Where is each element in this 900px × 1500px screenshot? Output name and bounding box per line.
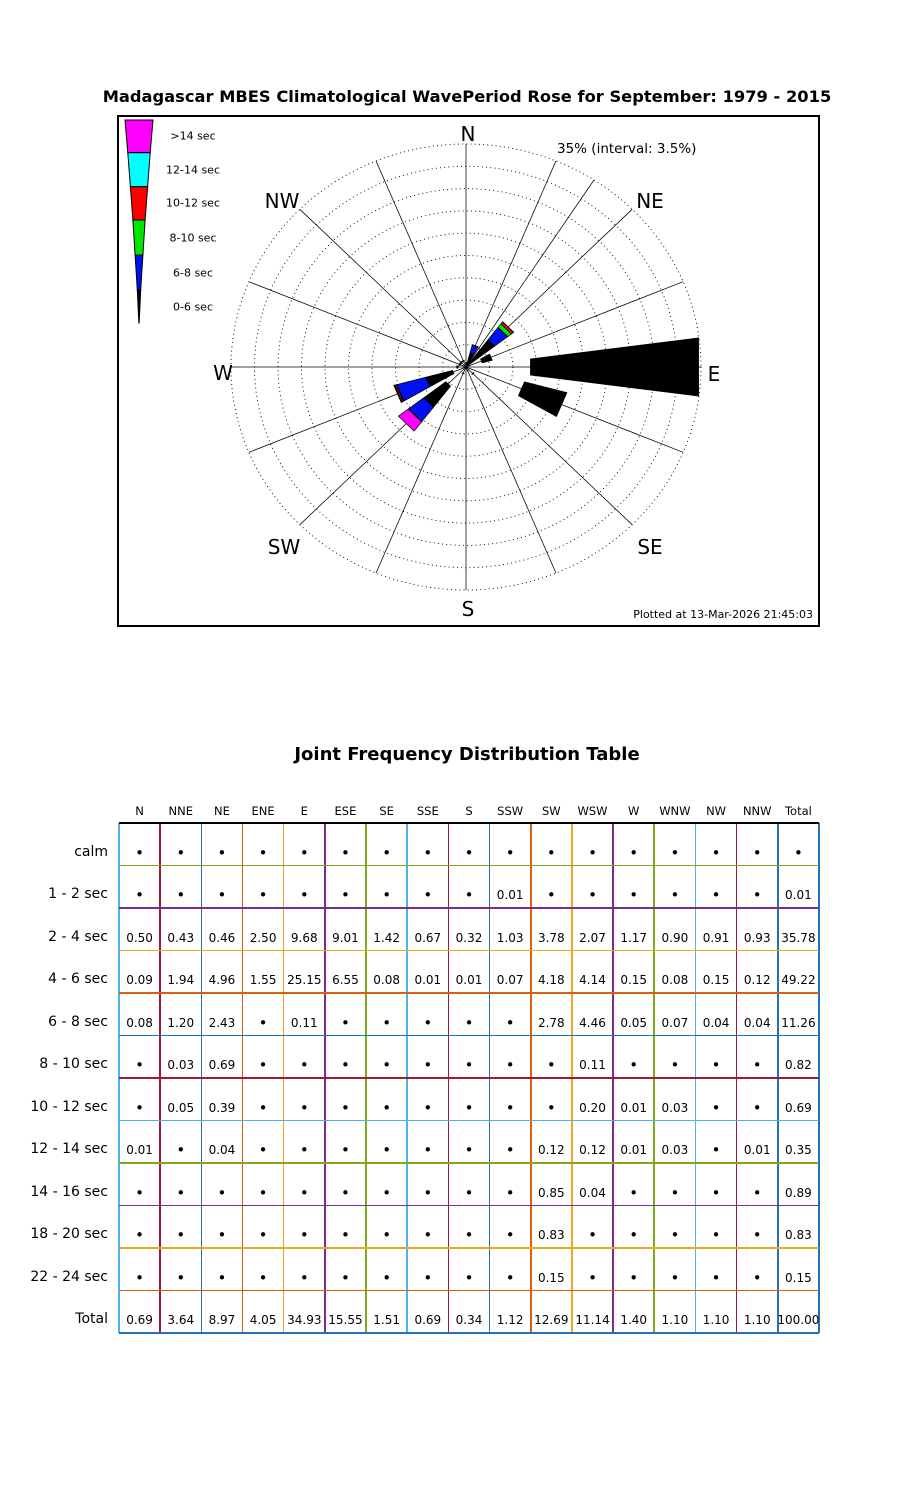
cell-dot: •: [135, 1183, 145, 1202]
cell-value: 1.42: [373, 930, 400, 945]
grid-hline: [119, 865, 819, 867]
cell-value: 0.01: [620, 1100, 648, 1115]
cell-dot: •: [258, 1098, 268, 1117]
cell-value: 0.90: [661, 930, 689, 945]
cell-dot: •: [423, 1183, 433, 1202]
cell-value: 0.04: [579, 1185, 606, 1200]
row-label: 14 - 16 sec: [30, 1183, 108, 1200]
cell-dot: •: [670, 1183, 680, 1202]
col-header-ESE: ESE: [334, 804, 357, 818]
cell-dot: •: [752, 843, 762, 862]
cell-dot: •: [217, 1183, 227, 1202]
cell-dot: •: [711, 1226, 721, 1244]
cell-dot: •: [176, 843, 186, 862]
scale-label: 35% (interval: 3.5%): [557, 141, 697, 157]
grid-hline: [119, 950, 819, 952]
compass-label-sw: SW: [267, 535, 301, 559]
cell-dot: •: [135, 843, 145, 862]
cell-dot: •: [505, 843, 515, 862]
cell-dot: •: [135, 1098, 145, 1117]
row-label: 4 - 6 sec: [48, 971, 108, 987]
spoke-NNE: [466, 161, 556, 367]
cell-dot: •: [299, 843, 309, 862]
cell-value: 0.15: [785, 1270, 812, 1285]
row-label: 22 - 24 sec: [30, 1268, 108, 1285]
petal-ESE-4-6: [518, 382, 567, 417]
cell-value: 0.08: [661, 973, 689, 987]
col-header-E: E: [300, 804, 308, 818]
compass-label-e: E: [707, 362, 721, 386]
cell-dot: •: [382, 1226, 392, 1244]
cell-value: 1.17: [620, 930, 648, 945]
cell-dot: •: [299, 1141, 309, 1159]
cell-value: 2.43: [208, 1015, 236, 1030]
petal-WSW-4-6: [426, 370, 454, 386]
cell-value: 11.14: [575, 1313, 610, 1327]
cell-value: 2.78: [537, 1015, 565, 1030]
cell-value: 0.69: [126, 1313, 153, 1327]
cell-value: 4.96: [208, 973, 236, 987]
cell-dot: •: [382, 1183, 392, 1202]
col-header-WNW: WNW: [659, 804, 691, 818]
cell-value: 0.91: [702, 930, 730, 945]
cell-dot: •: [629, 1183, 639, 1202]
cell-dot: •: [423, 886, 433, 904]
legend-label: 6-8 sec: [172, 266, 214, 279]
row-label: 8 - 10 sec: [39, 1056, 108, 1072]
grid-hline: [119, 1205, 819, 1207]
cell-dot: •: [341, 1183, 350, 1202]
cell-value: 0.07: [496, 973, 524, 987]
compass-label-w: W: [213, 361, 233, 385]
cell-value: 1.12: [496, 1313, 524, 1327]
cell-dot: •: [752, 886, 762, 904]
legend-swatch-810sec: [133, 220, 145, 255]
cell-dot: •: [382, 1141, 392, 1159]
cell-dot: •: [299, 1098, 309, 1117]
col-header-SSW: SSW: [497, 804, 524, 818]
grid-hline: [119, 992, 819, 994]
cell-dot: •: [176, 1226, 186, 1244]
cell-value: 0.82: [785, 1058, 812, 1072]
cell-dot: •: [711, 1098, 721, 1117]
cell-value: 2.07: [579, 930, 606, 945]
cell-dot: •: [588, 1268, 597, 1287]
cell-dot: •: [258, 1268, 268, 1287]
cell-value: 0.11: [290, 1015, 318, 1030]
cell-dot: •: [464, 886, 474, 904]
legend-label: >14 sec: [170, 129, 216, 143]
cell-dot: •: [505, 1056, 515, 1074]
cell-value: 1.10: [743, 1313, 771, 1327]
grid-hline: [119, 822, 819, 824]
cell-dot: •: [341, 1013, 350, 1032]
cell-dot: •: [464, 1268, 474, 1287]
cell-value: 1.40: [620, 1313, 648, 1327]
cell-dot: •: [505, 1013, 515, 1032]
compass-label-se: SE: [637, 535, 663, 559]
petal-SSW-4-6: [462, 373, 464, 374]
cell-value: 0.83: [785, 1228, 812, 1242]
grid-hline: [119, 1162, 819, 1164]
cell-dot: •: [752, 1268, 762, 1287]
legend-label: 10-12 sec: [165, 196, 221, 210]
cell-value: 0.67: [414, 930, 442, 945]
joint-frequency-table: [30, 804, 820, 1333]
cell-value: 0.01: [455, 973, 483, 987]
cell-dot: •: [629, 1226, 639, 1244]
cell-dot: •: [670, 843, 680, 862]
cell-dot: •: [464, 843, 474, 862]
cell-value: 0.85: [537, 1185, 565, 1200]
cell-value: 0.05: [620, 1015, 648, 1030]
cell-dot: •: [464, 1141, 474, 1159]
cell-dot: •: [258, 1141, 268, 1159]
cell-dot: •: [382, 843, 392, 862]
cell-dot: •: [341, 1056, 350, 1074]
cell-dot: •: [382, 1056, 392, 1074]
cell-value: 1.20: [167, 1015, 195, 1030]
cell-dot: •: [299, 1183, 309, 1202]
cell-dot: •: [299, 1226, 309, 1244]
legend-swatch-68sec: [135, 255, 143, 290]
cell-value: 0.03: [167, 1058, 195, 1072]
cell-value: 0.69: [785, 1100, 812, 1115]
cell-value: 35.78: [781, 930, 816, 945]
cell-value: 0.05: [167, 1100, 195, 1115]
petal-E-4-6: [530, 338, 697, 396]
cell-value: 0.15: [620, 973, 648, 987]
cell-value: 4.46: [579, 1015, 606, 1030]
cell-value: 34.93: [287, 1313, 322, 1327]
cell-dot: •: [176, 1268, 186, 1287]
petal-E-6-8: [698, 338, 699, 396]
cell-value: 0.20: [579, 1100, 606, 1115]
table-title: Joint Frequency Distribution Table: [294, 744, 640, 765]
col-header-NE: NE: [213, 804, 230, 818]
cell-dot: •: [711, 886, 721, 904]
cell-value: 0.43: [167, 930, 195, 945]
cell-value: 11.26: [781, 1015, 816, 1030]
cell-dot: •: [505, 1226, 515, 1244]
cell-value: 1.51: [373, 1313, 400, 1327]
cell-value: 0.04: [208, 1143, 236, 1157]
cell-dot: •: [464, 1183, 474, 1202]
cell-dot: •: [258, 1013, 268, 1032]
cell-dot: •: [423, 1098, 433, 1117]
grid-hline: [119, 1332, 819, 1334]
cell-dot: •: [217, 1268, 227, 1287]
cell-dot: •: [752, 1183, 762, 1202]
col-header-WSW: WSW: [577, 804, 608, 818]
cell-dot: •: [135, 1056, 145, 1074]
cell-value: 4.18: [537, 973, 565, 987]
wave-rose-panel: [117, 115, 820, 627]
cell-value: 0.01: [620, 1143, 648, 1157]
cell-value: 0.01: [785, 888, 812, 902]
cell-value: 49.22: [781, 973, 816, 987]
cell-dot: •: [546, 886, 556, 904]
cell-value: 1.55: [249, 973, 277, 987]
cell-value: 0.83: [537, 1228, 565, 1242]
spoke-SSW: [376, 367, 466, 573]
cell-value: 0.12: [579, 1143, 606, 1157]
cell-value: 0.12: [743, 973, 771, 987]
plot-timestamp: Plotted at 13-Mar-2026 21:45:03: [633, 608, 813, 621]
cell-dot: •: [135, 886, 145, 904]
cell-dot: •: [505, 1141, 515, 1159]
cell-value: 0.15: [537, 1270, 565, 1285]
grid-hline: [119, 1247, 819, 1249]
cell-value: 25.15: [287, 973, 322, 987]
cell-value: 0.15: [702, 973, 730, 987]
cell-dot: •: [341, 886, 350, 904]
col-header-ENE: ENE: [251, 804, 275, 818]
cell-dot: •: [423, 1268, 433, 1287]
legend-label: 0-6 sec: [172, 300, 214, 313]
cell-dot: •: [629, 886, 639, 904]
col-header-NW: NW: [706, 804, 727, 818]
cell-dot: •: [464, 1226, 474, 1244]
cell-value: 0.12: [537, 1143, 565, 1157]
cell-dot: •: [341, 1226, 350, 1244]
cell-dot: •: [464, 1098, 474, 1117]
cell-dot: •: [135, 1268, 145, 1287]
cell-value: 0.03: [661, 1143, 689, 1157]
cell-dot: •: [711, 1268, 721, 1287]
compass-label-s: S: [461, 597, 475, 621]
cell-value: 6.55: [332, 973, 359, 987]
cell-dot: •: [752, 1226, 762, 1244]
cell-dot: •: [341, 1141, 350, 1159]
cell-dot: •: [176, 1141, 186, 1159]
cell-value: 4.05: [249, 1313, 277, 1327]
cell-dot: •: [341, 1268, 350, 1287]
col-header-NNW: NNW: [742, 804, 772, 818]
cell-dot: •: [341, 843, 350, 862]
cell-dot: •: [711, 1056, 721, 1074]
cell-value: 0.69: [414, 1313, 442, 1327]
compass-label-nw: NW: [264, 189, 300, 213]
col-header-SW: SW: [542, 804, 561, 818]
cell-value: 4.14: [579, 973, 606, 987]
legend-label: 12-14 sec: [165, 163, 221, 177]
cell-value: 0.39: [208, 1100, 236, 1115]
col-header-S: S: [465, 804, 473, 818]
cell-dot: •: [711, 1141, 721, 1159]
cell-dot: •: [176, 886, 186, 904]
cell-dot: •: [588, 886, 597, 904]
cell-dot: •: [258, 843, 268, 862]
col-header-SE: SE: [379, 804, 394, 818]
cell-dot: •: [670, 1226, 680, 1244]
cell-value: 0.46: [208, 930, 236, 945]
row-label: 18 - 20 sec: [30, 1226, 108, 1242]
compass-label-n: N: [460, 122, 476, 146]
cell-value: 3.78: [537, 930, 565, 945]
col-header-Total: Total: [784, 804, 812, 818]
col-header-NNE: NNE: [168, 804, 193, 818]
cell-value: 0.34: [455, 1313, 483, 1327]
grid-hline: [119, 1290, 819, 1292]
cell-value: 0.89: [785, 1185, 812, 1200]
cell-value: 1.10: [702, 1313, 730, 1327]
cell-dot: •: [382, 1098, 392, 1117]
cell-dot: •: [752, 1098, 762, 1117]
legend-swatch-06sec: [137, 290, 140, 323]
cell-dot: •: [588, 843, 597, 862]
cell-dot: •: [258, 1226, 268, 1244]
cell-dot: •: [464, 1013, 474, 1032]
cell-dot: •: [423, 1056, 433, 1074]
cell-value: 0.08: [126, 1015, 153, 1030]
row-label: 2 - 4 sec: [48, 928, 108, 945]
cell-value: 1.10: [661, 1313, 689, 1327]
cell-dot: •: [629, 1268, 639, 1287]
cell-dot: •: [217, 1226, 227, 1244]
cell-value: 2.50: [249, 930, 277, 945]
cell-dot: •: [629, 1056, 639, 1074]
cell-dot: •: [382, 1013, 392, 1032]
cell-dot: •: [711, 843, 721, 862]
grid-hline: [119, 1035, 819, 1037]
cell-value: 0.01: [414, 973, 442, 987]
cell-dot: •: [423, 1226, 433, 1244]
cell-dot: •: [464, 1056, 474, 1074]
legend-label: 8-10 sec: [169, 231, 217, 244]
spoke-WNW: [249, 282, 466, 367]
legend-swatch-1214sec: [128, 153, 150, 187]
cell-dot: •: [299, 1268, 309, 1287]
page-title: Madagascar MBES Climatological WavePeriod Rose for September: 1979 - 2015: [102, 87, 832, 106]
cell-value: 3.64: [167, 1313, 195, 1327]
cell-value: 0.69: [208, 1058, 236, 1072]
row-label: Total: [75, 1311, 108, 1327]
legend-swatch-14sec: [125, 120, 153, 153]
cell-value: 0.01: [496, 888, 524, 902]
cell-value: 100.00: [777, 1313, 820, 1327]
cell-value: 0.04: [702, 1015, 730, 1030]
row-label: calm: [74, 843, 108, 860]
cell-dot: •: [670, 1268, 680, 1287]
grid-hline: [119, 1120, 819, 1122]
cell-value: 0.07: [661, 1015, 689, 1030]
grid-hline: [119, 907, 819, 909]
cell-value: 0.93: [743, 930, 771, 945]
spoke-NNW: [376, 161, 466, 367]
cell-dot: •: [135, 1226, 145, 1244]
cell-value: 0.01: [126, 1143, 153, 1157]
cell-dot: •: [546, 1098, 556, 1117]
cell-dot: •: [670, 1056, 680, 1074]
cell-dot: •: [423, 1141, 433, 1159]
cell-dot: •: [505, 1183, 515, 1202]
cell-value: 0.11: [579, 1058, 606, 1072]
cell-value: 1.03: [496, 930, 524, 945]
cell-dot: •: [217, 886, 227, 904]
grid-hline: [119, 1077, 819, 1079]
cell-dot: •: [423, 1013, 433, 1032]
cell-value: 15.55: [328, 1313, 363, 1327]
scale-marker-line: [466, 180, 594, 367]
legend-swatch-1012sec: [130, 187, 147, 220]
cell-dot: •: [629, 843, 639, 862]
cell-value: 0.03: [661, 1100, 689, 1115]
cell-dot: •: [588, 1226, 597, 1244]
compass-label-ne: NE: [636, 189, 664, 213]
cell-dot: •: [382, 886, 392, 904]
cell-dot: •: [793, 843, 803, 862]
cell-dot: •: [258, 886, 268, 904]
col-header-SSE: SSE: [416, 804, 439, 818]
cell-value: 0.08: [373, 973, 400, 987]
spoke-NW: [300, 209, 466, 367]
cell-dot: •: [299, 1056, 309, 1074]
cell-dot: •: [752, 1056, 762, 1074]
cell-dot: •: [546, 843, 556, 862]
cell-dot: •: [670, 886, 680, 904]
cell-value: 0.09: [126, 973, 153, 987]
cell-value: 9.01: [332, 930, 359, 945]
cell-dot: •: [341, 1098, 350, 1117]
cell-value: 0.04: [743, 1015, 771, 1030]
cell-value: 0.01: [743, 1143, 771, 1157]
cell-dot: •: [546, 1056, 556, 1074]
cell-dot: •: [258, 1183, 268, 1202]
cell-dot: •: [505, 1098, 515, 1117]
cell-dot: •: [258, 1056, 268, 1074]
cell-value: 1.94: [167, 973, 195, 987]
cell-value: 0.50: [126, 930, 153, 945]
cell-value: 0.32: [455, 930, 483, 945]
cell-dot: •: [176, 1183, 186, 1202]
cell-value: 12.69: [534, 1313, 569, 1327]
cell-value: 9.68: [290, 930, 318, 945]
row-label: 6 - 8 sec: [48, 1013, 108, 1030]
col-header-W: W: [628, 804, 640, 818]
cell-value: 0.35: [785, 1143, 812, 1157]
cell-dot: •: [505, 1268, 515, 1287]
cell-dot: •: [382, 1268, 392, 1287]
row-label: 10 - 12 sec: [30, 1098, 108, 1115]
cell-value: 8.97: [208, 1313, 236, 1327]
row-label: 1 - 2 sec: [48, 886, 108, 902]
cell-dot: •: [299, 886, 309, 904]
col-header-N: N: [135, 804, 144, 818]
cell-dot: •: [423, 843, 433, 862]
cell-dot: •: [217, 843, 227, 862]
row-label: 12 - 14 sec: [30, 1141, 108, 1157]
cell-dot: •: [711, 1183, 721, 1202]
